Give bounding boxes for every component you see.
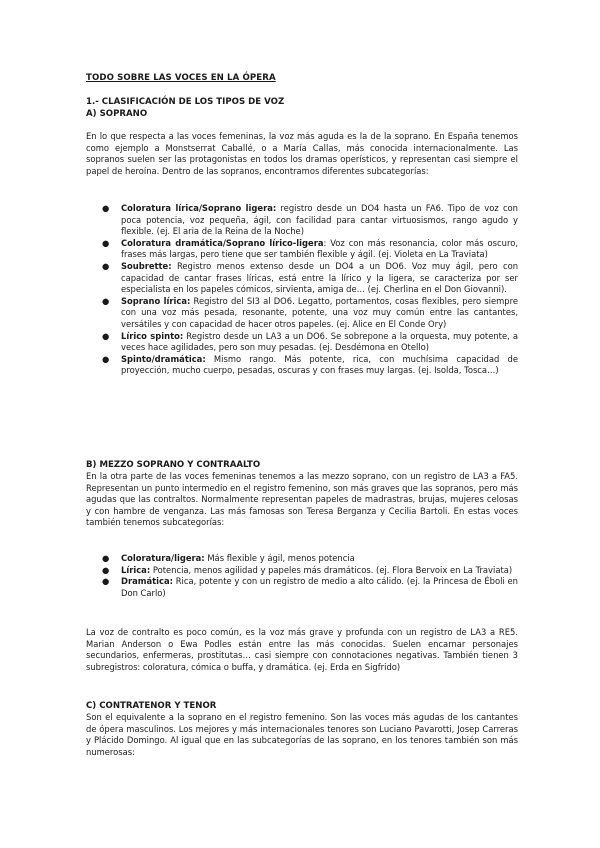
mezzo-intro: En la otra parte de las voces femeninas tenemos a las mezzo soprano, con un registro de LA3 a FA5. Representan un punto intermedio en el registro femenino, son más graves que las sopranos, pero más agudas que las contraltos. Normalmente representan papeles de madrastras, brujas, mujeres celosas y con hambre de venganza. Las más famosas son Teresa Berganza y Cecilia Bartoli. En estas voces también tenemos subcategorías: [86, 471, 518, 528]
bullet-icon: ● [102, 203, 110, 213]
bullet-icon: ● [102, 237, 110, 248]
list-item: ● Coloratura lírica/Soprano ligera: registro desde un DO4 hasta un FA6. Tipo de voz con poca potencia, voz pequeña, ágil, con facilidad para cantar virtuosismos, rango agudo y flexible. (ej. El aria de la Reina de la Noche) [102, 203, 518, 237]
bullet-icon: ● [102, 295, 110, 306]
list-item: ● Lírica: Potencia, menos agilidad y papeles más dramáticos. (ej. Flora Bervoix en La Traviata) [102, 564, 513, 575]
contralto-paragraph: La voz de contralto es poco común, es la voz más grave y profunda con un registro de LA3 a RE5. Marian Anderson o Ewa Podles están entre las más conocidas. Suelen encarnar personajes secundarios, enfermeras, prostitutas… casi siempre con connotaciones negativas. También tienen 3 subregistros: coloratura, cómica o buffa, y dramática. (ej. Erda en Sigfrido) [86, 627, 518, 672]
bullet-icon: ● [102, 330, 110, 341]
bullet-icon: ● [102, 353, 110, 364]
list-item: ● Dramática: Rica, potente y con un registro de medio a alto cálido. (ej. la Princesa de Éboli en Don Carlo) [102, 576, 518, 598]
bullet-icon: ● [102, 576, 110, 587]
list-item: ● Lírico spinto: Registro desde un LA3 a un DO6. Se sobrepone a la orquesta, muy potente, a veces hace agilidades, pero son muy pesadas. (ej. Desdémona en Otello) [102, 330, 518, 353]
bullet-icon: ● [102, 553, 110, 563]
list-item: ● Spinto/dramática: Mismo rango. Más potente, rica, con muchísima capacidad de proyección, mucho cuerpo, pesadas, oscuras y con frases muy largas. (ej. Isolda, Tosca…) [102, 353, 518, 376]
mezzo-list [86, 553, 518, 599]
list-item: ● Soubrette: Registro menos extenso desde un DO4 a un DO6. Voz muy ágil, pero con capacidad de cantar frases líricas, está entre la lírico y la ligera, se caracteriza por ser especialista en los papeles cómicos, sirvienta, amiga de… (ej. Cherlina en el Don Giovanni). [102, 260, 518, 295]
list-item: ● Soprano lírica: Registro del SI3 al DO6. Legatto, portamentos, cosas flexibles, pero siempre con una voz más pesada, resonante, potente, una voz muy común entre las cantantes, versátiles y con capacidad de hacer otros papeles. (ej. Alice en El Conde Ory) [102, 295, 518, 329]
list-item: ● Coloratura dramática/Soprano lírico-ligera: Voz con más resonancia, color más oscuro, frases más largas, pero tiene que ser también flexible y ágil. (ej. Violeta en La Traviata) [102, 237, 518, 260]
document-title: TODO SOBRE LAS VOCES EN LA ÓPERA [86, 73, 276, 83]
tenor-heading: C) CONTRATENOR Y TENOR [86, 701, 217, 711]
soprano-intro: En lo que respecta a las voces femeninas, la voz más aguda es la de la soprano. En España tenemos como ejemplo a Monstserrat Caballé, o a María Callas, más conocida internacionalmente. Las sopranos suelen ser las protagonistas en todos los dramas operísticos, y representan casi siempre el papel de heroína. Dentro de las sopranos, encontramos diferentes subcategorías: [86, 131, 518, 176]
bullet-icon: ● [102, 564, 110, 575]
mezzo-heading: B) MEZZO SOPRANO Y CONTRAALTO [86, 460, 261, 470]
soprano-heading: A) SOPRANO [86, 109, 148, 119]
bullet-icon: ● [102, 260, 110, 271]
tenor-intro: Son el equivalente a la soprano en el registro femenino. Son las voces más agudas de los cantantes de ópera masculinos. Los mejores y más internacionales tenores son Luciano Pavarotti, Josep Carreras y Plácido Domingo. Al igual que en las subcategorías de las soprano, en los tenores también son más numerosas: [86, 712, 518, 757]
section-heading: 1.- CLASIFICACIÓN DE LOS TIPOS DE VOZ [86, 97, 285, 107]
soprano-list [86, 203, 518, 377]
list-item: ● Coloratura/ligera: Más flexible y ágil, menos potencia [102, 553, 355, 563]
